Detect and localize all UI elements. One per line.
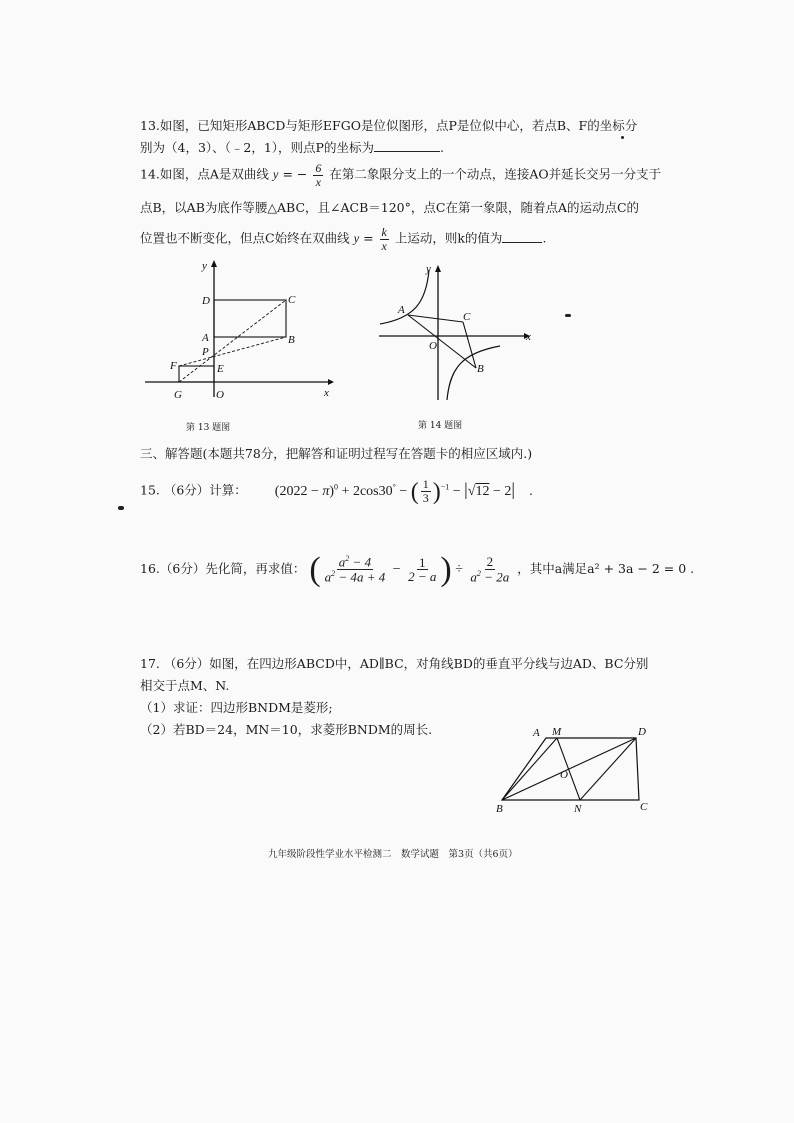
fig13-dashed-gc xyxy=(179,300,286,382)
q15-expression: $(2022 - \pi)^0 + 2\cos 30^\circ$ − ( $\frac{1}{3}$ )$^{-1}$ − |√12 − 2| xyxy=(274,477,515,505)
q14-frac-6x: $\frac{6}{x}$ xyxy=(315,161,322,189)
fig14-hyperbola-right xyxy=(447,346,500,400)
q13-line1: 13.如图，已知矩形ABCD与矩形EFGO是位似图形，点P是位似中心，若点B、F的坐标分 xyxy=(140,118,638,133)
fig13-rect-abcd xyxy=(214,300,286,337)
q16-condition: ，其中a满足a² + 3a − 2 = 0 . xyxy=(517,561,695,576)
fig17-label-m: M xyxy=(552,726,562,738)
fig14-label-y: y xyxy=(426,263,431,275)
fig13-label-b: B xyxy=(288,334,295,346)
scan-mark-right xyxy=(565,314,571,317)
q14-line3 xyxy=(140,226,546,252)
fig14-caption: 第 14 题图 xyxy=(418,421,463,431)
q17-part1: （1）求证：四边形BNDM是菱形; xyxy=(140,700,333,715)
scan-mark-left xyxy=(118,506,124,510)
fig14-label-x: x xyxy=(526,331,531,343)
q14-eq-y: y xyxy=(272,167,279,182)
fig13-label-o: O xyxy=(216,389,224,401)
q17-part2: （2）若BD＝24，MN＝10，求菱形BNDM的周长. xyxy=(140,722,433,737)
fig14-label-c: C xyxy=(463,311,471,323)
fig13-caption: 第 13 题图 xyxy=(186,423,231,433)
fig17-label-d: D xyxy=(638,726,646,738)
q17-line2: 相交于点M、N. xyxy=(140,678,230,693)
q15-end: . xyxy=(528,482,533,498)
q14-line3-a: 位置也不断变化，但点C始终在双曲线 xyxy=(140,230,350,246)
fig13-label-c: C xyxy=(288,294,296,306)
figure-17 xyxy=(490,722,660,814)
q14-frac-kx: $\frac{k}{x}$ xyxy=(381,225,387,253)
fig13-label-f: F xyxy=(170,360,177,372)
fig13-label-a: A xyxy=(202,332,209,344)
fig13-label-g: G xyxy=(174,389,182,401)
fig14-label-o: O xyxy=(429,340,437,352)
q13-end: . xyxy=(439,140,444,155)
fig13-label-e: E xyxy=(217,363,224,375)
fig17-segment-bm xyxy=(502,738,557,800)
q14-line1-a: 14.如图，点A是双曲线 xyxy=(140,166,269,182)
fig17-label-b: B xyxy=(496,803,503,814)
fig17-label-n: N xyxy=(574,803,582,814)
q13-line2-text: 别为（4，3）、（﹣2，1），则点P的坐标为 xyxy=(140,140,374,155)
q14-eq2-y: y xyxy=(353,231,360,246)
q17-line1: 17. （6分）如图，在四边形ABCD中，AD∥BC，对角线BD的垂直平分线与边AD、BC分别 xyxy=(140,656,649,671)
q14-line1 xyxy=(140,162,661,188)
fig14-label-a: A xyxy=(398,304,405,316)
fig13-label-x: x xyxy=(324,387,329,399)
q16-expression: ( $\frac{a^2 - 4}{a^2 - 4a + 4}$ − $\frac{1}{2 - a}$ ) ÷ $\frac{2}{a^2 - 2a}$ xyxy=(309,550,510,588)
q14-line3-b: 上运动，则k的值为 xyxy=(394,230,503,246)
q15 xyxy=(140,472,533,507)
q13-answer-blank xyxy=(374,151,440,152)
fig13-y-arrow xyxy=(211,260,217,267)
fig14-label-b: B xyxy=(477,363,484,375)
fig17-label-o: O xyxy=(560,769,568,781)
fig13-label-y: y xyxy=(202,260,207,272)
q14-answer-blank xyxy=(502,242,542,243)
q14-end: . xyxy=(542,230,547,246)
q13-line2 xyxy=(140,140,444,155)
q14-line2: 点B，以AB为底作等腰△ABC，且∠ACB＝120°，点C在第一象限，随着点A的运动点C的 xyxy=(140,200,640,215)
figure-14 xyxy=(374,258,539,408)
fig14-segment-cb xyxy=(463,322,476,368)
page-footer: 九年级阶段性学业水平检测二 数学试题 第3页（共6页） xyxy=(268,849,518,860)
q14-line1-b: 在第二象限分支上的一个动点，连接AO并延长交另一分支于 xyxy=(329,166,662,182)
fig13-label-p: P xyxy=(202,346,209,358)
fig13-label-d: D xyxy=(202,295,210,307)
q16-label: 16.（6分）先化简，再求值： xyxy=(140,561,306,576)
fig13-x-arrow xyxy=(328,379,334,385)
fig17-label-a: A xyxy=(533,727,540,739)
section3-heading: 三、解答题(本题共78分，把解答和证明过程写在答题卡的相应区域内.) xyxy=(140,446,533,461)
fig17-segment-nd xyxy=(580,738,636,800)
figure-13 xyxy=(140,255,340,405)
fig14-y-arrow xyxy=(435,265,441,272)
q15-label: 15. （6分）计算： xyxy=(140,482,247,498)
q14-eq-sign: = − xyxy=(278,166,312,182)
fig17-label-c: C xyxy=(640,801,648,813)
scan-mark-top xyxy=(621,136,624,139)
q16 xyxy=(140,546,694,593)
q14-eq2-sign: = xyxy=(359,230,378,246)
